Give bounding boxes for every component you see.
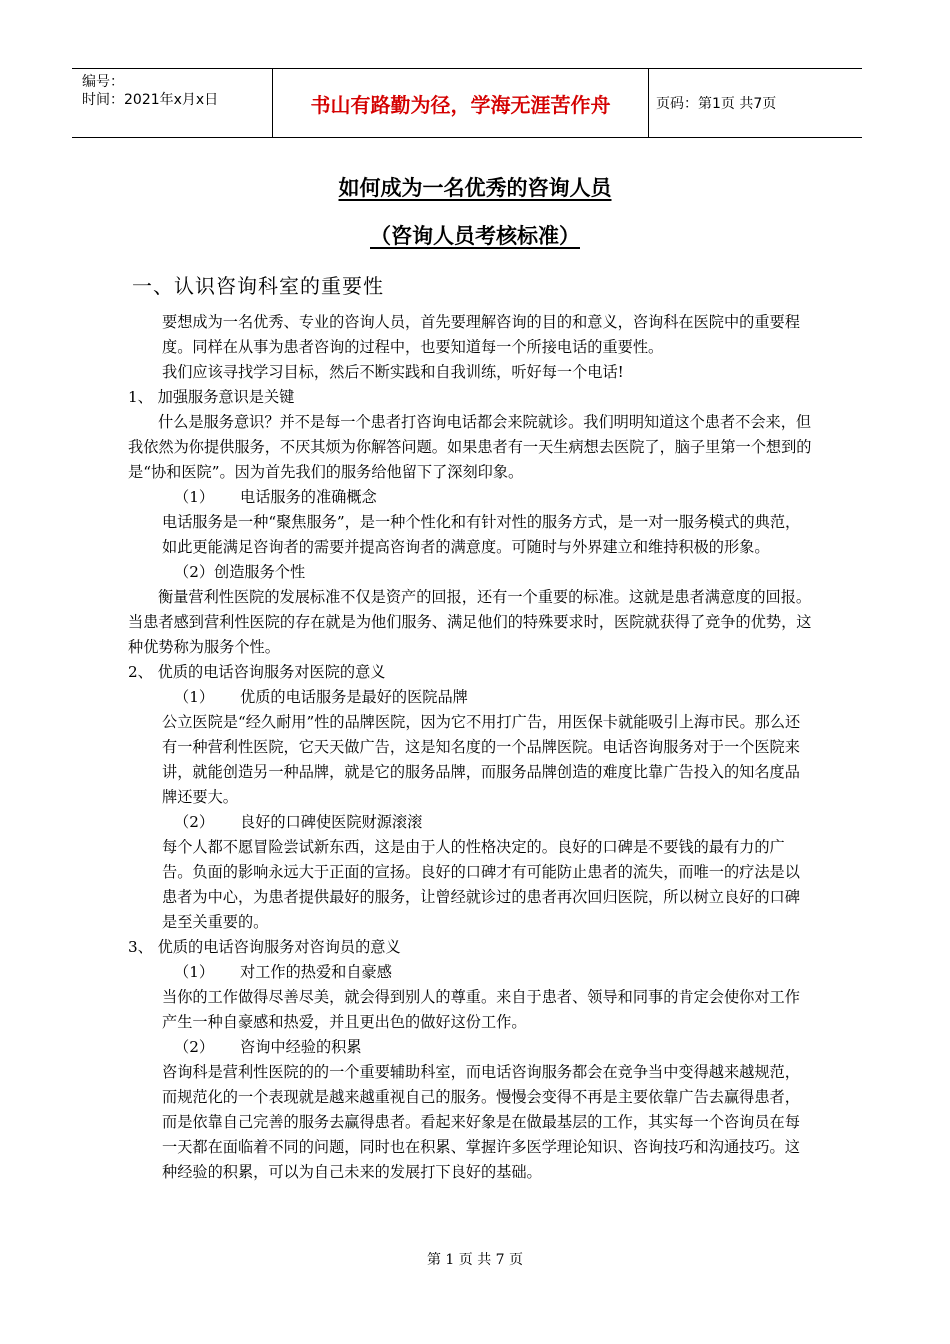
motto: 书山有路勤为径，学海无涯苦作舟: [273, 69, 649, 137]
sub-heading: （1） 电话服务的准确概念: [174, 488, 377, 506]
time-label: 时间：2021年x月x日: [82, 92, 219, 108]
sub-heading: （2）创造服务个性: [174, 563, 306, 581]
sub-heading: （1） 对工作的热爱和自豪感: [174, 963, 392, 981]
paragraph: 当你的工作做得尽善尽美，就会得到别人的尊重。来自于患者、领导和同事的肯定会使你对工作产生一种自豪感和热爱，并且更出色的做好这份工作。: [162, 988, 800, 1031]
paragraph: 衡量营利性医院的发展标准不仅是资产的回报，还有一个重要的标准。这就是患者满意度的回报。当患者感到营利性医院的存在就是为他们服务、满足他们的特殊要求时，医院就获得了竞争的优势，这种优势称为服务个性。: [128, 588, 812, 656]
sub-heading: （2） 咨询中经验的积累: [174, 1038, 362, 1056]
numbered-heading: 3、 优质的电话咨询服务对咨询员的意义: [128, 938, 401, 956]
paragraph: 我们应该寻找学习目标，然后不断实践和自我训练，听好每一个电话!: [162, 363, 624, 381]
numbered-heading: 1、 加强服务意识是关键: [128, 388, 295, 406]
paragraph: 咨询科是营利性医院的的一个重要辅助科室，而电话咨询服务都会在竞争当中变得越来越规范，而规范化的一个表现就是越来越重视自己的服务。慢慢会变得不再是主要依靠广告去赢得患者，而是依靠自己完善的服务去赢得患者。看起来好象是在做最基层的工作，其实每一个咨询员在每一天都在面临着不同的问题，同时也在积累、掌握许多医学理论知识、咨询技巧和沟通技巧。这种经验的积累，可以为自己未来的发展打下良好的基础。: [162, 1063, 800, 1181]
paragraph: 什么是服务意识？并不是每一个患者打咨询电话都会来院就诊。我们明明知道这个患者不会来，但我依然为你提供服务，不厌其烦为你解答问题。如果患者有一天生病想去医院了，脑子里第一个想到的是“协和医院”。因为首先我们的服务给他留下了深刻印象。: [128, 413, 812, 481]
sub-heading: （2） 良好的口碑使医院财源滚滚: [174, 813, 423, 831]
document-body: [130, 310, 815, 1185]
paragraph: 每个人都不愿冒险尝试新东西，这是由于人的性格决定的。良好的口碑是不要钱的最有力的广告。负面的影响永远大于正面的宣扬。良好的口碑才有可能防止患者的流失，而唯一的疗法是以患者为中心，为患者提供最好的服务，让曾经就诊过的患者再次回归医院，所以树立良好的口碑是至关重要的。: [162, 838, 800, 931]
numbered-heading: 2、 优质的电话咨询服务对医院的意义: [128, 663, 386, 681]
header-table: [72, 68, 862, 138]
document-subtitle: （咨询人员考核标准）: [370, 223, 580, 248]
paragraph: 公立医院是“经久耐用”性的品牌医院，因为它不用打广告，用医保卡就能吸引上海市民。那么还有一种营利性医院，它天天做广告，这是知名度的一个品牌医院。电话咨询服务对于一个医院来讲，就能创造另一种品牌，就是它的服务品牌，而服务品牌创造的难度比靠广告投入的知名度品牌还要大。: [162, 713, 801, 806]
paragraph: 电话服务是一种“聚焦服务”，是一种个性化和有针对性的服务方式，是一对一服务模式的典范，如此更能满足咨询者的需要并提高咨询者的满意度。可随时与外界建立和维持积极的形象。: [162, 513, 801, 556]
number-label: 编号：: [82, 74, 124, 90]
paragraph: 要想成为一名优秀、专业的咨询人员，首先要理解咨询的目的和意义，咨询科在医院中的重要程度。同样在从事为患者咨询的过程中，也要知道每一个所接电话的重要性。: [162, 313, 800, 356]
header-info-cell: [72, 69, 273, 137]
page-footer: 第 1 页 共 7 页: [426, 1252, 524, 1268]
document-title: 如何成为一名优秀的咨询人员: [338, 175, 612, 200]
page-label: 页码：第1页 共7页: [656, 96, 777, 112]
section-heading: 一、认识咨询科室的重要性: [132, 274, 384, 298]
sub-heading: （1） 优质的电话服务是最好的医院品牌: [174, 688, 468, 706]
